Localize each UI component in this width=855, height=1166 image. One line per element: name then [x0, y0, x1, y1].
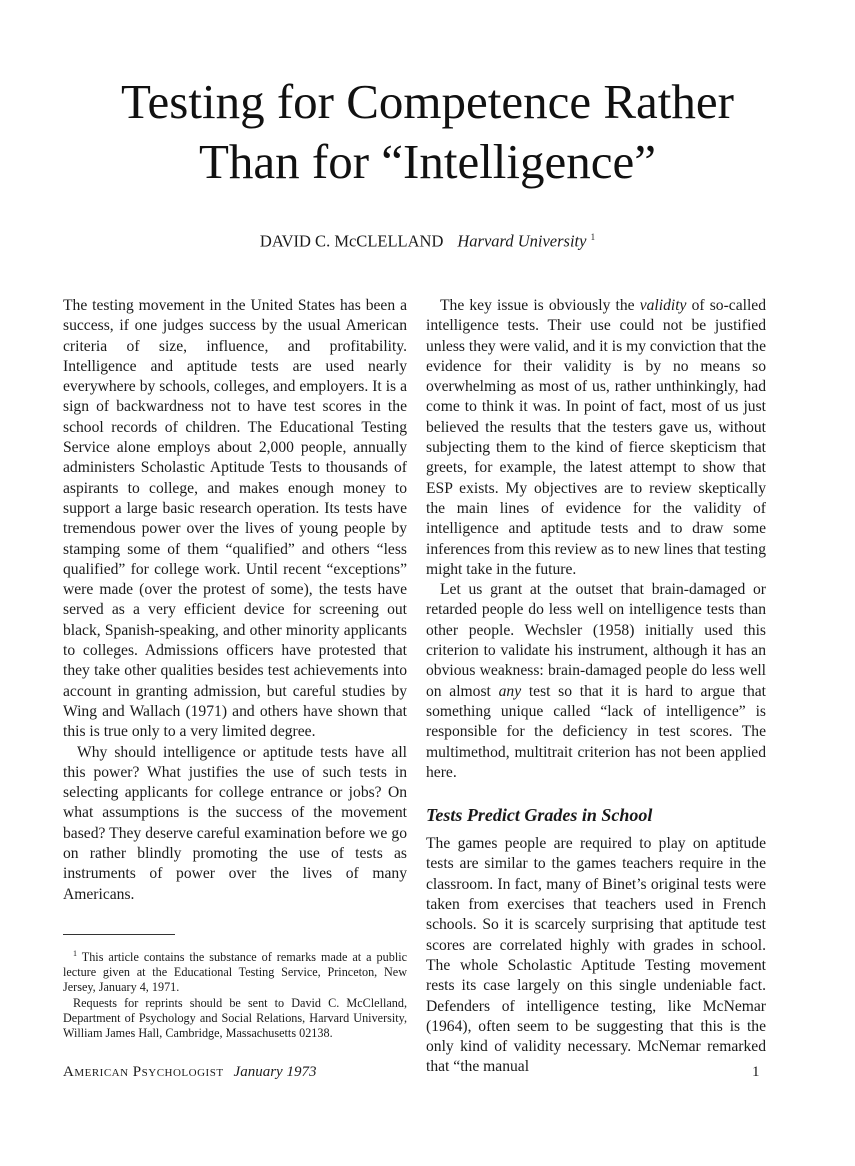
footnote-divider: [63, 934, 175, 935]
right-paragraph-3: The games people are required to play on aptitude tests are similar to the games teachers require in the classroom. In fact, many of Binet’s original tests were taken from exercises that teachers used in French schools. So it is scarcely surprising that aptitude test scores are correlated highly with grades in school. The whole Scholastic Aptitude Testing movement rests its case largely on this single undeniable fact. Defenders of intelligence testing, like McNemar (1964), often seem to be suggesting that this is the only kind of validity necessary. McNemar remarked that “the manual: [426, 835, 766, 1076]
footnote-text-2: Requests for reprints should be sent to David C. McClelland, Department of Psychology and Social Relations, Harvard University, William James Hall, Cambridge, Massachusetts 02138.: [63, 995, 407, 1040]
page-number: 1: [752, 1064, 760, 1080]
left-column: [63, 296, 407, 1041]
title-line-2: Than for “Intelligence”: [198, 134, 657, 189]
journal-name: American Psychologist: [63, 1064, 224, 1080]
right-column: [426, 296, 766, 1078]
article-title: [0, 72, 855, 192]
footnote-number: 1: [73, 948, 77, 958]
footnote-text-1: $^1$ This article contains the substance of remarks made at a public lecture given at the Educational Testing Service, Princeton, New Jersey, January 4, 1971.: [63, 948, 408, 995]
issue-date: January 1973: [233, 1064, 317, 1080]
right-paragraph-2: Let us grant at the outset that brain-damaged or retarded people do less well on intelligence tests than other people. Wechsler (1958) initially used this criterion to validate his instrument, although it has an obvious weakness: brain-damaged people do less well on almost any test so that it is hard to argue that something unique called “lack of intelligence” is responsible for the deficiency in test scores. The multimethod, multitrait criterion has not been applied here.: [426, 581, 766, 781]
byline: [0, 227, 855, 252]
author-name: DAVID C. McCLELLAND: [259, 231, 444, 251]
emphasis-validity: validity: [639, 297, 687, 314]
title-line-1: Testing for Competence Rather: [121, 74, 734, 129]
section-heading: Tests Predict Grades in School: [426, 805, 653, 826]
running-footer: [63, 1063, 316, 1081]
footnote: [63, 946, 407, 1041]
left-paragraph-2: Why should intelligence or aptitude tests have all this power? What justifies the use of such tests in selecting applicants for college entrance or jobs? On what assumptions is the success of the movement based? They deserve careful examination before we go on rather blindly promoting the use of tests as instruments of power over the lives of many Americans.: [63, 743, 407, 903]
footnote-mark: 1: [590, 232, 596, 242]
left-paragraph-1: The testing movement in the United States has been a success, if one judges success by the usual American criteria of size, influence, and profitability. Intelligence and aptitude tests are used nearly everywhere by schools, colleges, and employers. It is a sign of backwardness not to have test scores in the school records of children. The Educational Testing Service alone employs about 2,000 people, annually administers Scholastic Aptitude Tests to thousands of aspirants to college, and makes enough money to support a large basic research operation. Its tests have tremendous power over the lives of young people by stamping some of them “qualified” and others “less qualified” for college work. Until recent “exceptions” were made (over the protest of some), the tests have served as a very efficient device for screening out black, Spanish-speaking, and other minority applicants to colleges. Admissions officers have protested that they take other qualities besides test achievements into account in granting admission, but careful studies by Wing and Wallach (1971) and others have shown that this is true only to a very limited degree.: [63, 297, 407, 741]
emphasis-any: any: [498, 682, 522, 700]
right-paragraph-1: The key issue is obviously the validity of so-called intelligence tests. Their use could not be justified unless they were valid, and it is my conviction that the evidence for their validity is by no means so overwhelming as most of us, rather unthinkingly, had come to think it was. In point of fact, most of us just believed the results that the testers gave us, without subjecting them to the kind of fierce skepticism that greets, for example, the latest attempt to show that ESP exists. My objectives are to review skeptically the main lines of evidence for the validity of intelligence and aptitude tests and to draw some inferences from this review as to new lines that testing might take in the future.: [426, 297, 766, 578]
author-affiliation: Harvard University: [457, 231, 587, 251]
